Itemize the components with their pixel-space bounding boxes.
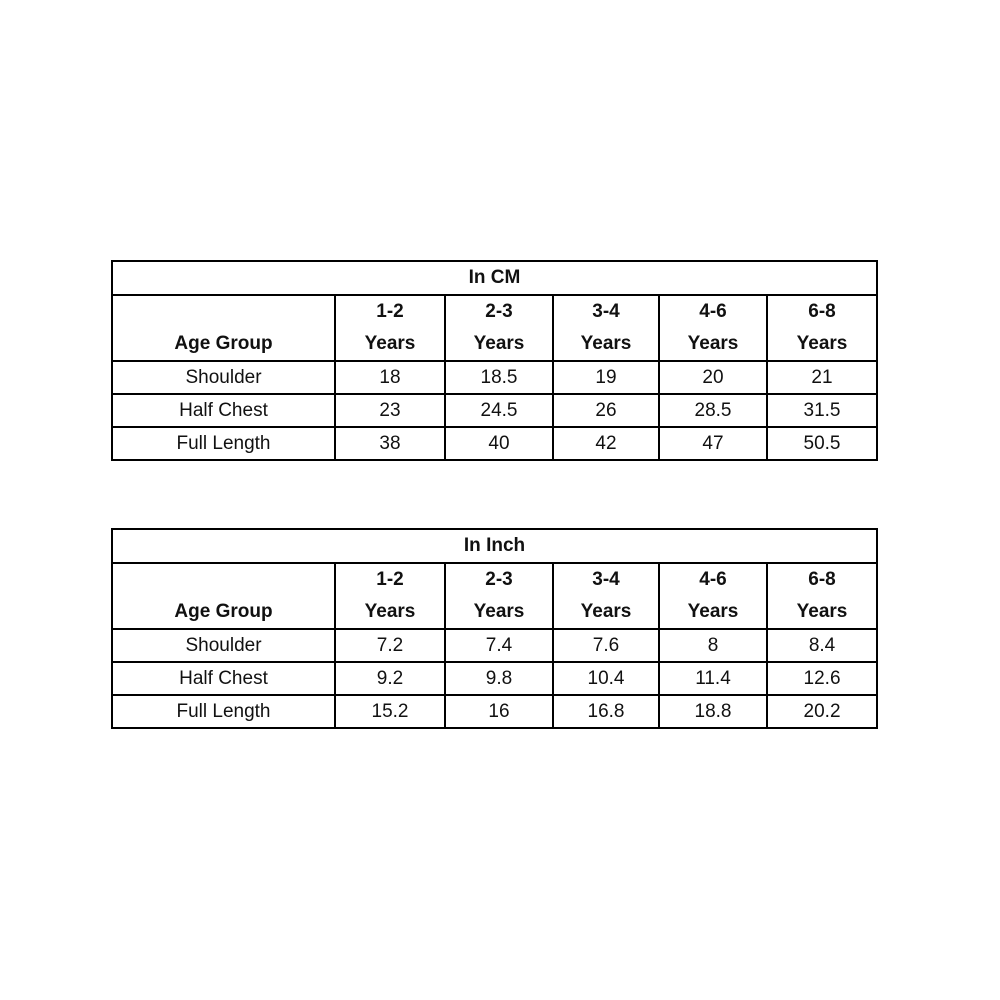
table-cell: 18 [335, 361, 445, 394]
table-cell: 8 [659, 629, 767, 662]
row-label: Half Chest [112, 662, 335, 695]
table-header-row [112, 563, 877, 629]
row-header-label: Age Group [112, 563, 335, 629]
column-header [767, 563, 877, 629]
age-range: 1-2 [376, 569, 404, 590]
size-table-inch [111, 528, 878, 729]
column-header [335, 295, 445, 361]
table-title-row [112, 261, 877, 295]
age-unit: Years [364, 333, 416, 354]
table-cell: 42 [553, 427, 659, 460]
table-cell: 15.2 [335, 695, 445, 728]
table-title: In CM [112, 261, 877, 295]
table-cell: 40 [445, 427, 553, 460]
table-row [112, 629, 877, 662]
table-cell: 47 [659, 427, 767, 460]
table-cell: 31.5 [767, 394, 877, 427]
age-unit: Years [580, 601, 632, 622]
table-cell: 38 [335, 427, 445, 460]
column-header [445, 563, 553, 629]
row-header-label: Age Group [112, 295, 335, 361]
column-header [553, 563, 659, 629]
table-cell: 11.4 [659, 662, 767, 695]
age-unit: Years [580, 333, 632, 354]
column-header [445, 295, 553, 361]
size-table-cm [111, 260, 878, 461]
age-range: 3-4 [592, 569, 620, 590]
age-unit: Years [687, 601, 739, 622]
table-cell: 7.2 [335, 629, 445, 662]
age-range: 4-6 [699, 569, 727, 590]
age-unit: Years [796, 601, 848, 622]
table-row [112, 695, 877, 728]
table-title: In Inch [112, 529, 877, 563]
age-unit: Years [473, 333, 525, 354]
column-header [553, 295, 659, 361]
table-cell: 50.5 [767, 427, 877, 460]
table-title-row [112, 529, 877, 563]
table-cell: 24.5 [445, 394, 553, 427]
table-cell: 20.2 [767, 695, 877, 728]
age-unit: Years [473, 601, 525, 622]
table-cell: 16 [445, 695, 553, 728]
row-label: Full Length [112, 427, 335, 460]
table-row [112, 394, 877, 427]
table-cell: 18.8 [659, 695, 767, 728]
table-cell: 8.4 [767, 629, 877, 662]
row-label: Full Length [112, 695, 335, 728]
column-header [767, 295, 877, 361]
column-header [335, 563, 445, 629]
table-cell: 19 [553, 361, 659, 394]
table-cell: 7.6 [553, 629, 659, 662]
age-range: 6-8 [808, 301, 836, 322]
age-range: 6-8 [808, 569, 836, 590]
column-header [659, 295, 767, 361]
table-cell: 16.8 [553, 695, 659, 728]
table-cell: 9.2 [335, 662, 445, 695]
table-row [112, 662, 877, 695]
table-cell: 9.8 [445, 662, 553, 695]
table-row [112, 427, 877, 460]
table-cell: 10.4 [553, 662, 659, 695]
age-range: 3-4 [592, 301, 620, 322]
table-cell: 18.5 [445, 361, 553, 394]
table-cell: 28.5 [659, 394, 767, 427]
row-label: Shoulder [112, 361, 335, 394]
column-header [659, 563, 767, 629]
row-label: Shoulder [112, 629, 335, 662]
table-row [112, 361, 877, 394]
age-unit: Years [687, 333, 739, 354]
age-range: 1-2 [376, 301, 404, 322]
age-range: 2-3 [485, 301, 513, 322]
table-cell: 12.6 [767, 662, 877, 695]
table-cell: 23 [335, 394, 445, 427]
table-header-row [112, 295, 877, 361]
table-cell: 26 [553, 394, 659, 427]
table-cell: 20 [659, 361, 767, 394]
table-cell: 21 [767, 361, 877, 394]
row-label: Half Chest [112, 394, 335, 427]
age-unit: Years [796, 333, 848, 354]
age-unit: Years [364, 601, 416, 622]
table-cell: 7.4 [445, 629, 553, 662]
age-range: 4-6 [699, 301, 727, 322]
age-range: 2-3 [485, 569, 513, 590]
